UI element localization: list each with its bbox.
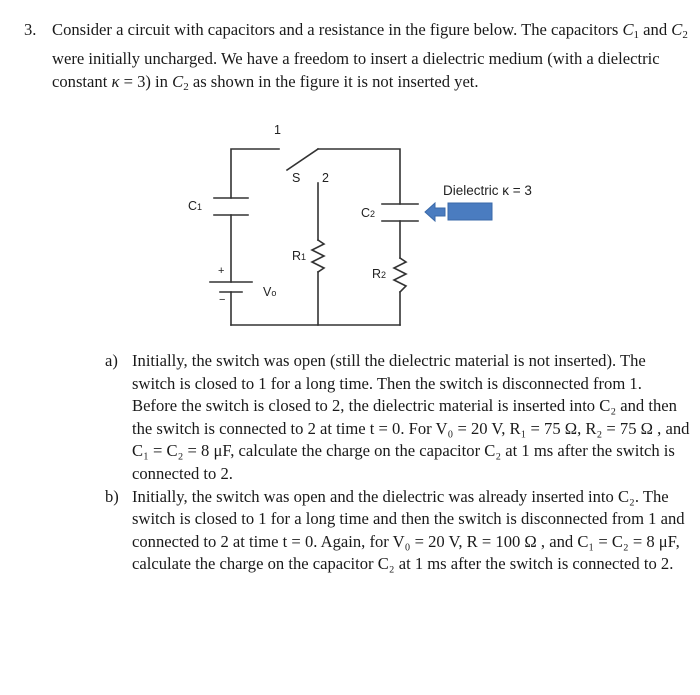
c1-symbol: $C_1$ [622,20,640,41]
problem-number: 3. [24,20,37,39]
part-a-text: Initially, the switch was open (still the dielectric material is not inserted). The switch is closed to 1 for a long time. Then the switch is disconnected from 1. Before the switch is closed to 2, the dielectric material is inserted into C₂ and then the switch is connected to 2 at time t = 0. For V₀ = 20 V, R₁ = 75 Ω, R₂ = 75 Ω , and C₁ = C₂ = 8 μF, calculate the charge on the capacitor C₂ at 1 ms after the switch is connected to 2. [132,351,690,483]
switch-terminal-1-label: 1 [274,123,281,137]
sub-questions [105,350,690,576]
dielectric-slab [448,203,492,220]
dielectric-label: Dielectric κ = 3 [443,183,532,198]
plus-sign: + [218,265,225,277]
r1-label: R1 [292,249,307,263]
kappa-symbol: κ [111,72,120,91]
circuit-figure [0,0,700,340]
part-b-marker: b) [105,486,119,506]
switch-blade [287,149,318,170]
c2-label: C2 [361,206,376,220]
wire-top-right [318,149,400,204]
c2-symbol: $C_2$ [172,72,189,93]
wire-top-left [231,149,279,198]
intro-text: were initially uncharged. We have a freedom to insert a dielectric medium (with a dielectric constant [52,49,660,91]
r2-resistor [394,258,406,292]
switch-terminal-2-label: 2 [322,171,329,185]
intro-text: and [643,20,672,39]
intro-text: = 3) in [119,72,173,91]
c1-label: C1 [188,199,203,213]
part-a [105,350,690,486]
part-a-marker: a) [105,351,118,370]
source-label: Vo [263,285,277,299]
minus-sign: − [219,294,226,306]
part-b-text: Initially, the switch was open and the dielectric was already inserted into C₂. The switch is closed to 1 for a long time and then the switch is disconnected from 1 and connected to 2 at time t = 0. Again, for V₀ = 20 V, R = 100 Ω , and C₁ = C₂ = 8 μF, calculate the charge on the capacitor C₂ at 1 ms after the switch is connected to 2. [132,486,685,574]
dielectric-arrow-icon [425,203,445,221]
r2-label: R2 [372,267,387,281]
c2-symbol: $C_2$ [671,20,688,41]
circuit-diagram [0,0,700,340]
intro-text: Consider a circuit with capacitors and a resistance in the figure below. The capacitors [52,20,623,39]
r1-resistor [312,240,324,272]
intro-text: as shown in the figure it is not inserted yet. [188,72,479,91]
part-b [105,486,690,576]
switch-label: S [292,171,301,185]
